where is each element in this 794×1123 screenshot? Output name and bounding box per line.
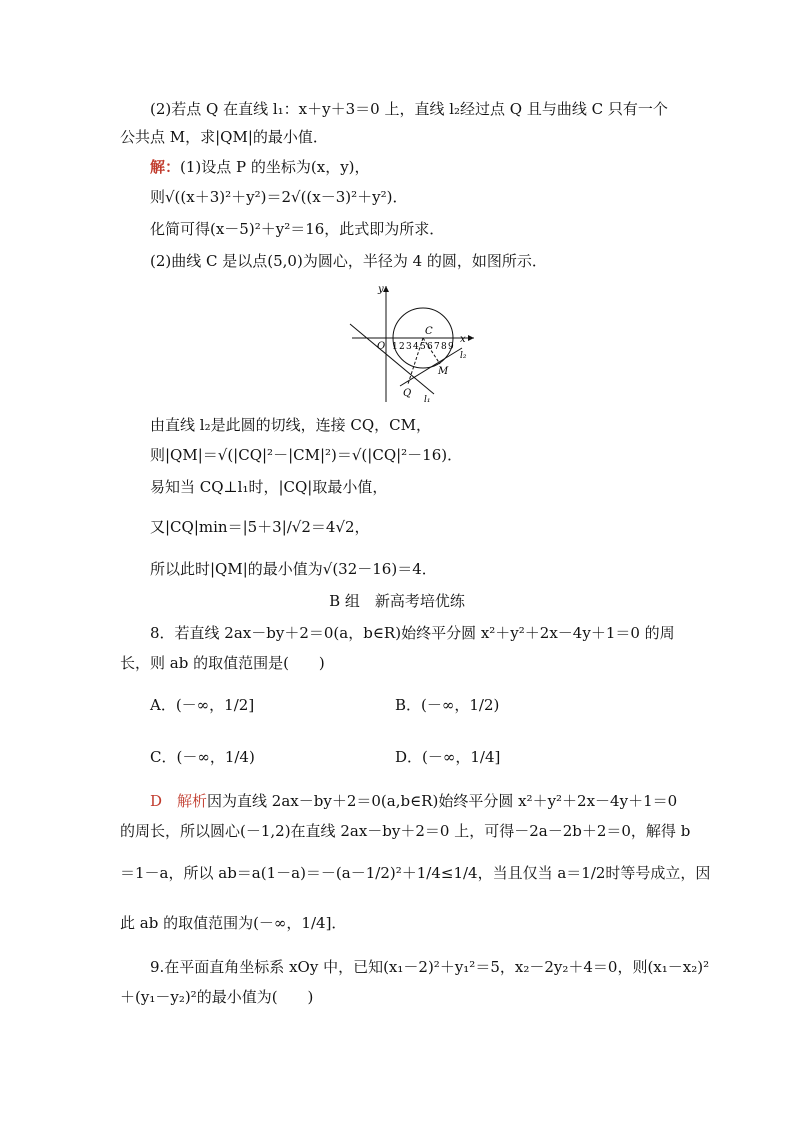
- simplify-line: 化简可得(x－5)²＋y²＝16，此式即为所求．: [150, 220, 445, 238]
- question-9-line-1: 9.在平面直角坐标系 xOy 中，已知(x₁－2)²＋y₁²＝5，x₂－2y₂＋4＝0，则(x₁－x₂)²: [150, 958, 710, 976]
- point-m-label: M: [438, 366, 449, 377]
- curve-c-line: (2)曲线 C 是以点(5,0)为圆心，半径为 4 的圆，如图所示．: [150, 252, 547, 270]
- qm-min-line: 所以此时|QM|的最小值为√(32－16)＝4．: [150, 560, 437, 578]
- cq-min-line: 又|CQ|min＝|5＋3|/√2＝4√2，: [150, 518, 370, 536]
- option-c: C．(－∞，1/4): [150, 748, 255, 766]
- tangent-line: 由直线 l₂是此圆的切线，连接 CQ，CM，: [150, 416, 431, 434]
- tick-label: 3: [406, 342, 412, 352]
- point-q-label: Q: [403, 388, 412, 399]
- line-l2: [400, 348, 462, 386]
- answer-8-line-2: 的周长，所以圆心(－1,2)在直线 2ax－by＋2＝0 上，可得－2a－2b＋2＝0，解得 b: [120, 822, 691, 840]
- origin-label: O: [377, 341, 386, 352]
- circle-tangent-figure: [348, 282, 478, 406]
- solution-step-1: (1)设点 P 的坐标为(x，y)，: [180, 158, 370, 176]
- line-l1: [350, 324, 434, 394]
- option-b: B．(－∞，1/2): [395, 696, 500, 714]
- question-9-line-2: ＋(y₁－y₂)²的最小值为( ): [120, 988, 314, 1006]
- question-8-line-1: 8．若直线 2ax－by＋2＝0(a，b∈R)始终平分圆 x²＋y²＋2x－4y＋1＝0 的周: [150, 624, 675, 642]
- section-b-heading: B 组 新高考培优练: [329, 592, 465, 610]
- x-axis-arrow-icon: [468, 335, 474, 341]
- question-8-line-2: 长，则 ab 的取值范围是( ): [120, 654, 325, 672]
- tick-label: 1: [392, 342, 398, 352]
- question-2-line-2: 公共点 M，求|QM|的最小值．: [120, 128, 328, 146]
- qm-equation: 则|QM|＝√(|CQ|²－|CM|²)＝√(|CQ|²－16)．: [150, 446, 463, 464]
- tick-label: 8: [441, 342, 447, 352]
- perpendicular-line: 易知当 CQ⊥l₁时，|CQ|取最小值，: [150, 478, 388, 496]
- y-axis-label: y: [378, 284, 384, 295]
- line-l2-label: l₂: [460, 351, 467, 361]
- question-2-line-1: (2)若点 Q 在直线 l₁：x＋y＋3＝0 上，直线 l₂经过点 Q 且与曲线 C 只有一个: [150, 100, 668, 118]
- center-label: C: [425, 326, 433, 337]
- x-axis-label: x: [460, 334, 466, 345]
- answer-8-line-3: ＝1－a，所以 ab＝a(1－a)＝－(a－1/2)²＋1/4≤1/4，当且仅当 a＝1/2时等号成立，因: [120, 864, 711, 882]
- answer-8-line-1: [150, 790, 677, 812]
- option-d: D．(－∞，1/4]: [395, 748, 501, 766]
- solution-label: 解：: [150, 158, 181, 176]
- equation-distance: 则√((x＋3)²＋y²)＝2√((x－3)²＋y²)．: [150, 188, 408, 206]
- tick-label: 7: [434, 342, 440, 352]
- tick-label: 6: [427, 342, 433, 352]
- x-axis-ticks: [392, 342, 454, 352]
- y-axis-arrow-icon: [383, 286, 389, 292]
- line-l1-label: l₁: [424, 395, 431, 405]
- tick-label: 2: [399, 342, 405, 352]
- answer-8-text-1: 因为直线 2ax－by＋2＝0(a,b∈R)始终平分圆 x²＋y²＋2x－4y＋1＝0: [207, 792, 678, 810]
- option-a: A．(－∞，1/2]: [150, 696, 255, 714]
- tick-label: 4: [413, 342, 419, 352]
- answer-label: D 解析: [150, 792, 208, 810]
- solution-start: [150, 156, 370, 178]
- tick-label: 5: [420, 342, 426, 352]
- answer-8-line-4: 此 ab 的取值范围为(－∞，1/4]．: [120, 914, 347, 932]
- tick-label: 9: [448, 342, 454, 352]
